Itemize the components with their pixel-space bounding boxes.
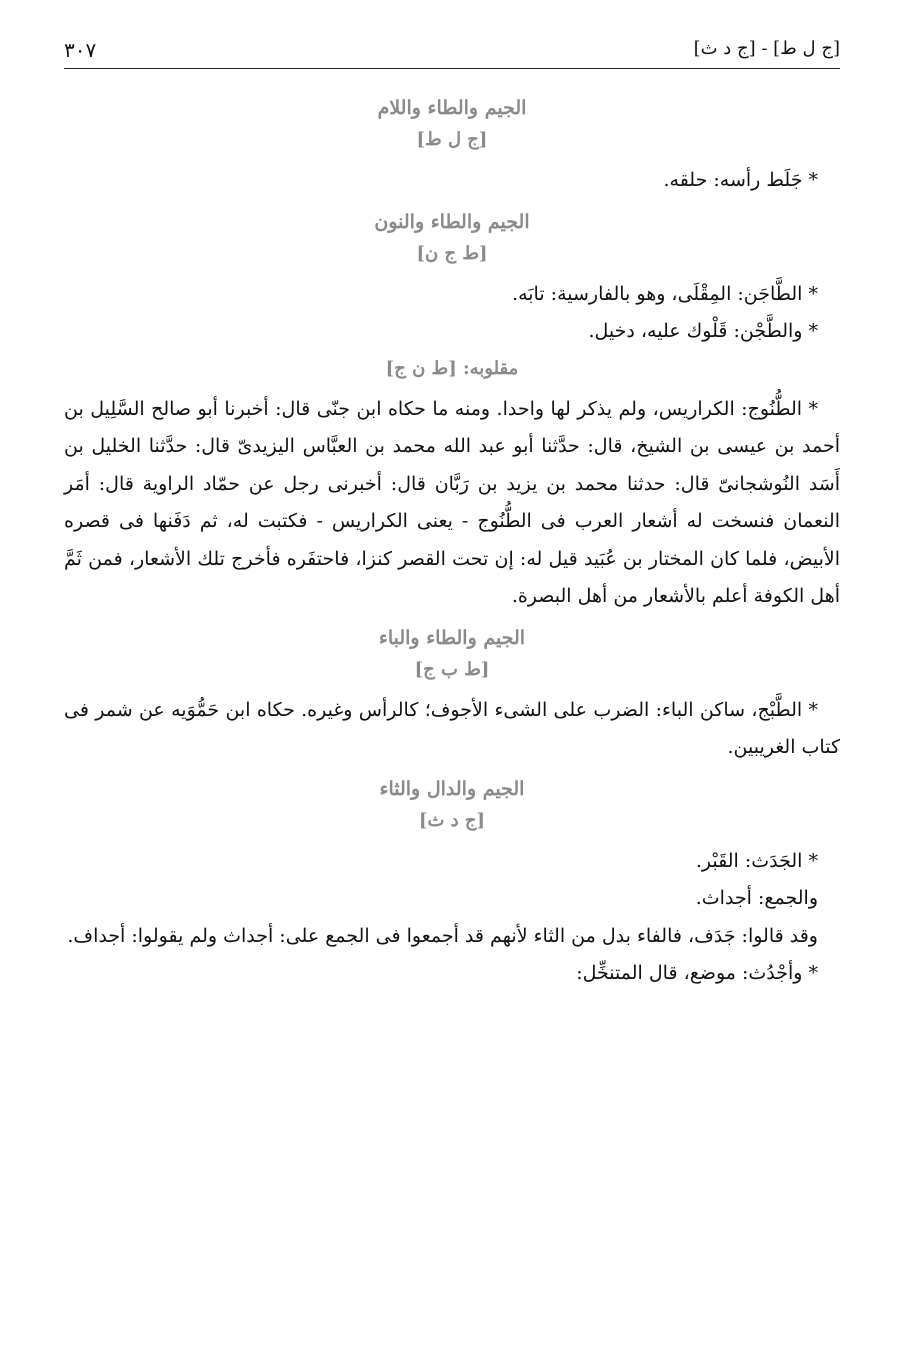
text-line: وقد قالوا: جَدَف، فالفاء بدل من الثاء لأنهم قد أجمعوا فى الجمع على: أجداث ولم: [189, 924, 818, 947]
text-line: * الطُّنُوج: الكراريس، ولم يذكر لها واحدا. ومنه ما حكاه ابن جنّى قال: أخبرنا أبو: [197, 397, 818, 420]
text-line: حَمُّوَيه عن شمر فى كتاب الغريبين.: [64, 698, 840, 758]
entry-paragraph: * الجَدَث: القَبْر.: [695, 849, 818, 872]
root-heading: [ط ب ج]: [414, 658, 490, 680]
text-line: بالأشعار من أهل البصرة.: [511, 585, 706, 607]
entry-paragraph: [64, 391, 840, 616]
text-line: اليزيدىّ قال: حدَّثنا الخليل بن أَسَد النُوشجانىّ قال: حدثنا محمد بن يزيد بن رَبَّان قال:: [64, 435, 840, 495]
text-line: يقولوا: أجداف.: [67, 924, 184, 947]
chapter-heading: الجيم والطاء والباء: [378, 626, 526, 649]
entry-paragraph: * الطَّاجَن: المِقْلَى، وهو بالفارسية: تابَه.: [512, 282, 818, 305]
entry-paragraph: * والطَّجْن: قَلْوك عليه، دخيل.: [588, 320, 818, 342]
root-heading: [ج د ث]: [418, 809, 486, 831]
entry-paragraph: والجمع: أجداث.: [695, 887, 818, 909]
text-line: صالح السَّلِيل بن أحمد بن عيسى بن الشيخ، قال: حدَّثنا أبو عبد الله محمد بن العبَّاس: [64, 397, 840, 457]
text-line: له: إن تحت القصر كنزا، فاحتفَره فأخرج تلك الأشعار، فمن ثَمَّ أهل الكوفة أعلم: [64, 547, 840, 607]
running-title: [ج ل ط] - [ج د ث]: [693, 38, 840, 59]
root-heading: [ط ج ن]: [416, 242, 488, 264]
text-line: يعنى الكراريس - فكتبت له، ثم دَفَنها فى قصره الأبيض، فلما كان المختار بن عُبَيد قيل: [64, 510, 840, 570]
entry-paragraph: [64, 692, 840, 767]
root-heading: [ج ل ط]: [416, 129, 488, 150]
text-line: * الطَّبْج، ساكن الباء: الضرب على الشىء الأجوف؛ كالرأس وغيره. حكاه ابن: [225, 698, 819, 721]
chapter-heading: الجيم والدال والثاء: [379, 777, 525, 800]
page-number: ٣٠٧: [64, 38, 97, 62]
inverted-root-heading: مقلوبه: [ط ن ج]: [385, 357, 519, 379]
running-header: [64, 34, 840, 69]
entry-paragraph: * وأجْدُث: موضع، قال المتنخِّل:: [576, 962, 818, 984]
chapter-heading: الجيم والطاء والنون: [374, 210, 530, 233]
text-line: أخبرنى رجل عن حمّاد الراوية قال: أمَر النعمان فنسخت له أشعار العرب فى الطُّنُوج -: [64, 472, 841, 532]
chapter-heading: الجيم والطاء واللام: [377, 97, 527, 119]
page-content: [64, 86, 840, 993]
entry-paragraph: * جَلَط رأسه: حلقه.: [663, 169, 818, 191]
entry-paragraph: [64, 918, 840, 956]
